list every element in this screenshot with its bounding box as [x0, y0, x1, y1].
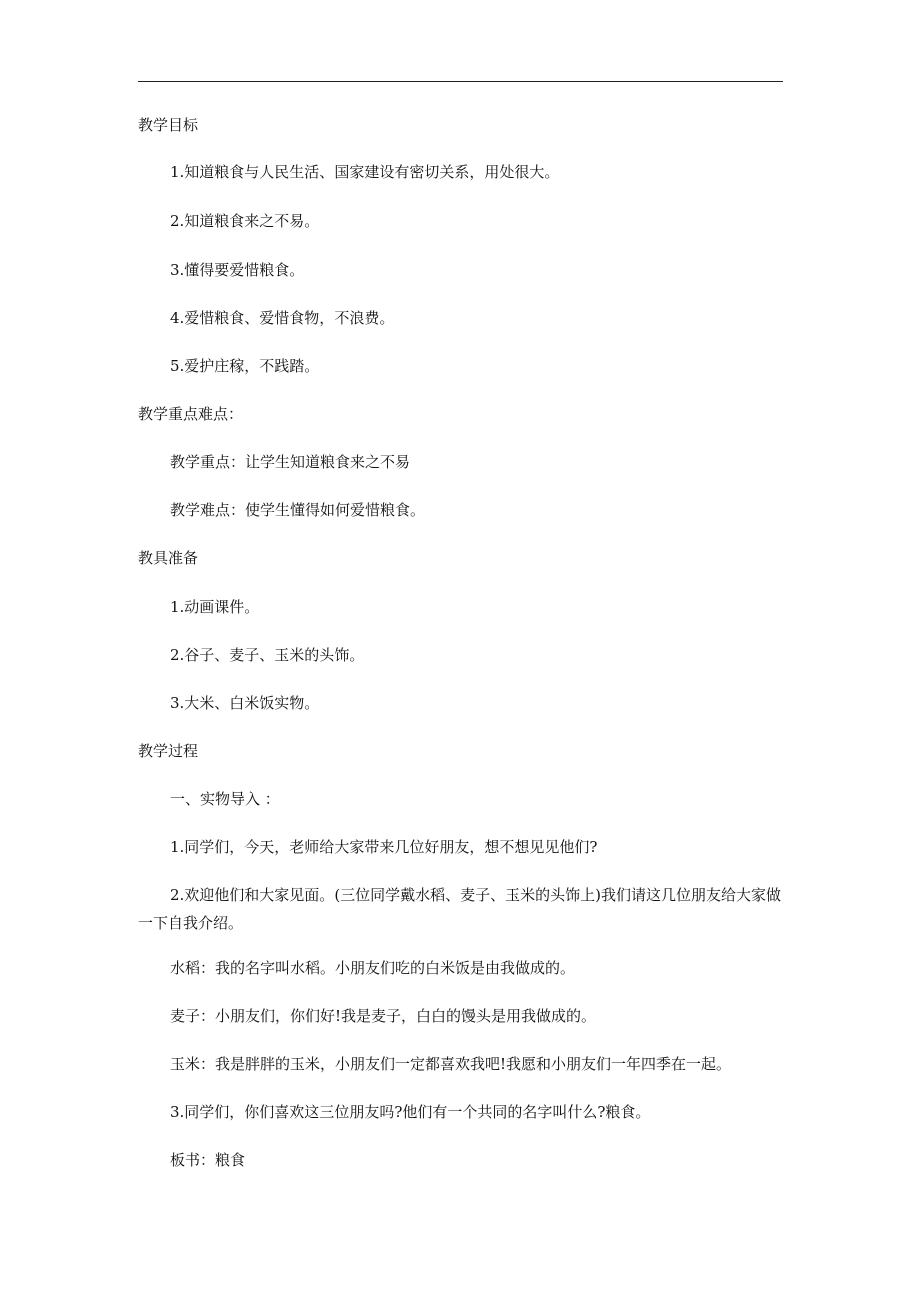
dialogue-wheat: 麦子：小朋友们，你们好!我是麦子，白白的馒头是用我做成的。	[170, 1007, 597, 1025]
material-item-2: 2.谷子、麦子、玉米的头饰。	[170, 646, 365, 664]
process-step-3: 3.同学们，你们喜欢这三位朋友吗?他们有一个共同的名字叫什么?粮食。	[170, 1103, 651, 1121]
objectives-heading: 教学目标	[138, 116, 199, 134]
dialogue-corn: 玉米：我是胖胖的玉米，小朋友们一定都喜欢我吧!我愿和小朋友们一年四季在一起。	[170, 1055, 732, 1073]
objective-item-4: 4.爱惜粮食、爱惜食物，不浪费。	[170, 309, 395, 327]
objective-item-5: 5.爱护庄稼，不践踏。	[170, 357, 320, 375]
dialogue-rice: 水稻：我的名字叫水稻。小朋友们吃的白米饭是由我做成的。	[170, 959, 576, 977]
process-step-2-text: 2.欢迎他们和大家见面。(三位同学戴水稻、麦子、玉米的头饰上)我们请这几位朋友给大家做一下自我介绍。	[138, 886, 782, 932]
difficulty-point: 教学难点：使学生懂得如何爱惜粮食。	[170, 501, 426, 519]
key-points-heading: 教学重点难点：	[138, 405, 244, 423]
objective-item-2: 2.知道粮食来之不易。	[170, 212, 320, 230]
blackboard-note: 板书：粮食	[170, 1151, 246, 1169]
objective-item-1: 1.知道粮食与人民生活、国家建设有密切关系，用处很大。	[170, 163, 560, 181]
process-step-1: 1.同学们，今天，老师给大家带来几位好朋友，想不想见见他们?	[170, 838, 598, 856]
materials-heading: 教具准备	[138, 549, 199, 567]
process-heading: 教学过程	[138, 742, 199, 760]
header-rule	[138, 81, 783, 82]
material-item-1: 1.动画课件。	[170, 598, 260, 616]
key-point: 教学重点：让学生知道粮食来之不易	[170, 453, 411, 471]
objective-item-3: 3.懂得要爱惜粮食。	[170, 261, 305, 279]
process-section-1: 一、实物导入 ：	[170, 790, 280, 808]
material-item-3: 3.大米、白米饭实物。	[170, 694, 320, 712]
process-step-2	[138, 881, 783, 937]
